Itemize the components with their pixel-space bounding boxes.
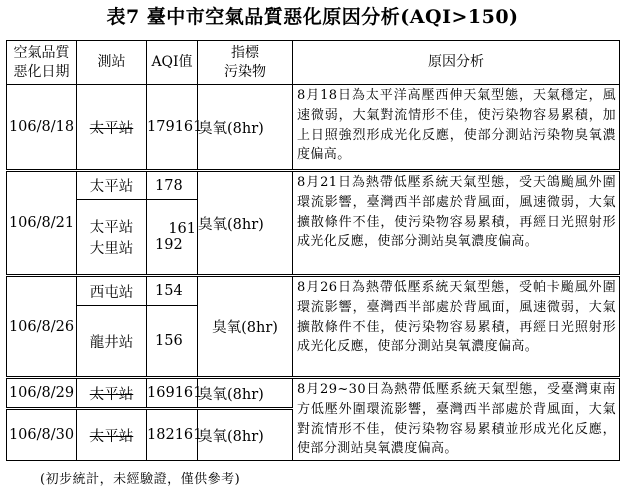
date-cell: 106/8/30 <box>7 409 77 461</box>
station-cell: 西屯站 <box>77 276 147 306</box>
aqi-cell: 161 192 <box>147 200 198 276</box>
table-row <box>7 378 620 409</box>
aqi-cell: 156 <box>147 306 198 378</box>
cause-cell: 8月21日為熱帶低壓系統天氣型態，受天鴿颱風外圍環流影響，臺灣西半部處於背風面，風速微弱，大氣擴散條件不佳，使污染物容易累積，再經日光照射形成光化反應，使部分測站臭氧濃度偏高。 <box>293 171 620 276</box>
header-aqi: AQI值 <box>147 41 198 85</box>
aqi-cell: 169161 <box>147 378 198 409</box>
pollutant-cell: 臭氧(8hr) <box>198 171 293 276</box>
header-date: 空氣品質 惡化日期 <box>7 41 77 85</box>
aqi-analysis-table <box>6 40 620 461</box>
pollutant-cell: 臭氧(8hr) <box>198 378 293 409</box>
table-title: 表7 臺中市空氣品質惡化原因分析(AQI>150) <box>106 6 519 28</box>
table-row <box>7 85 620 171</box>
date-cell: 106/8/29 <box>7 378 77 409</box>
date-cell: 106/8/18 <box>7 85 77 171</box>
aqi-cell: 179161 <box>147 85 198 171</box>
cause-cell: 8月26日為熱帶低壓系統天氣型態，受帕卡颱風外圍環流影響，臺灣西半部處於背風面，風速微弱，大氣擴散條件不佳，使污染物容易累積，再經日光照射形成光化反應，使部分測站臭氧濃度偏高。 <box>293 276 620 378</box>
aqi-cell: 182161 <box>147 409 198 461</box>
date-cell: 106/8/26 <box>7 276 77 378</box>
cause-cell: 8月29~30日為熱帶低壓系統天氣型態，受臺灣東南方低壓外圍環流影響，臺灣西半部處於背風面，大氣對流情形不佳，使污染物容易累積並形成光化反應，使部分測站臭氧濃度偏高。 <box>293 378 620 461</box>
cause-cell: 8月18日為太平洋高壓西伸天氣型態，天氣穩定，風速微弱，大氣對流情形不佳，使污染物容易累積，加上日照強烈形成光化反應，使部分測站污染物臭氧濃度偏高。 <box>293 85 620 171</box>
header-cause: 原因分析 <box>293 41 620 85</box>
station-cell: 太平站 <box>77 171 147 200</box>
pollutant-cell: 臭氧(8hr) <box>198 85 293 171</box>
station-cell: 龍井站 <box>77 306 147 378</box>
station-cell: 太平站 大里站 <box>77 200 147 276</box>
table-row <box>7 171 620 200</box>
header-station: 測站 <box>77 41 147 85</box>
pollutant-cell: 臭氧(8hr) <box>198 409 293 461</box>
date-cell: 106/8/21 <box>7 171 77 276</box>
pollutant-cell: 臭氧(8hr) <box>198 276 293 378</box>
station-cell: 太平站 <box>77 378 147 409</box>
station-cell: 太平站 <box>77 409 147 461</box>
aqi-cell: 178 <box>147 171 198 200</box>
header-row <box>7 41 620 85</box>
aqi-cell: 154 <box>147 276 198 306</box>
station-cell: 太平站 <box>77 85 147 171</box>
footnote: (初步統計，未經驗證，僅供參考) <box>40 472 241 487</box>
table-row <box>7 276 620 306</box>
header-pollutant: 指標 污染物 <box>198 41 293 85</box>
